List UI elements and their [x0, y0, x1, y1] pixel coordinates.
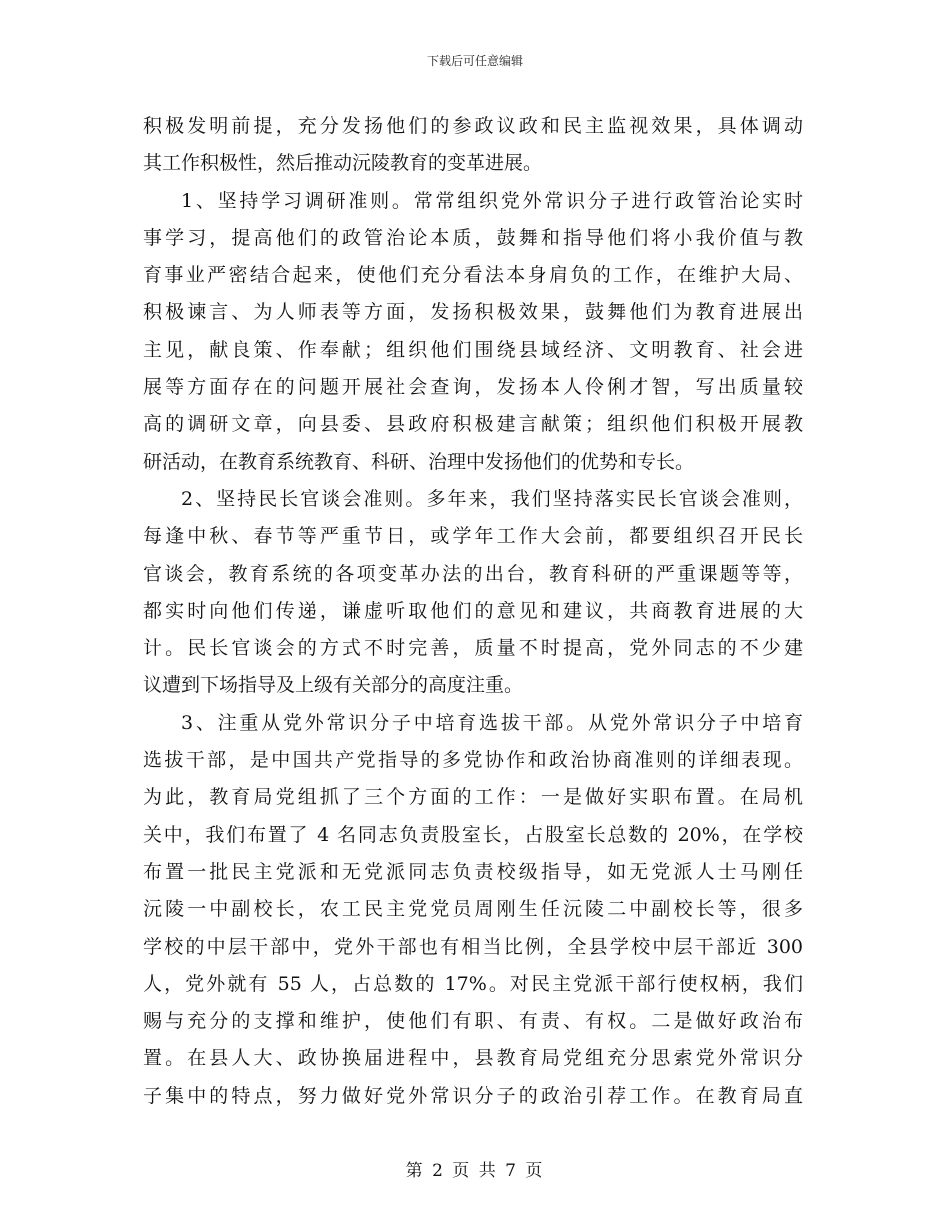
text-line: 置。在县人大、政协换届进程中，县教育局党组充分思索党外常识分: [143, 1047, 803, 1070]
text-line: 1、坚持学习调研准则。常常组织党外常识分子进行政管治论实时: [181, 189, 803, 212]
text-line: 计。民长官谈会的方式不时完善，质量不时提高，党外同志的不少建: [143, 637, 803, 660]
text-line: 积极谏言、为人师表等方面，发扬积极效果，鼓舞他们为教育进展出: [143, 301, 803, 324]
text-line: 为此，教育局党组抓了三个方面的工作：一是做好实职布置。在局机: [143, 786, 803, 809]
text-line: 议遭到下场指导及上级有关部分的高度注重。: [143, 674, 524, 697]
text-line: 高的调研文章，向县委、县政府积极建言献策；组织他们积极开展教: [143, 413, 803, 436]
text-line: 积极发明前提，充分发扬他们的参政议政和民主监视效果，具体调动: [143, 115, 803, 137]
text-line: 选拔干部，是中国共产党指导的多党协作和政治协商准则的详细表现。: [143, 749, 803, 772]
text-line: 研活动，在教育系统教育、科研、治理中发扬他们的优势和专长。: [143, 450, 695, 473]
text-line: 3、注重从党外常识分子中培育选拔干部。从党外常识分子中培育: [181, 711, 803, 734]
body-text: [143, 108, 803, 1115]
text-line: 子集中的特点，努力做好党外常识分子的政治引荐工作。在教育局直: [143, 1084, 803, 1107]
text-line: 关中，我们布置了 4 名同志负责股室长，占股室长总数的 20%，在学校: [143, 823, 803, 846]
text-line: 沅陵一中副校长，农工民主党党员周刚生任沅陵二中副校长等，很多: [143, 898, 803, 921]
text-line: 学校的中层干部中，党外干部也有相当比例，全县学校中层干部近 300: [143, 935, 803, 958]
page-number-footer: 第 2 页 共 7 页: [405, 1161, 545, 1181]
text-line: 2、坚持民长官谈会准则。多年来，我们坚持落实民长官谈会准则，: [181, 487, 803, 510]
text-line: 每逢中秋、春节等严重节日，或学年工作大会前，都要组织召开民长: [143, 525, 803, 548]
text-line: 人，党外就有 55 人，占总数的 17%。对民主党派干部行使权柄，我们: [143, 972, 803, 995]
text-line: 事学习，提高他们的政管治论本质，鼓舞和指导他们将小我价值与教: [143, 226, 803, 249]
text-line: 主见，献良策、作奉献；组织他们围绕县域经济、文明教育、社会进: [143, 338, 803, 361]
text-line: 其工作积极性，然后推动沅陵教育的变革进展。: [143, 152, 543, 175]
text-line: 官谈会，教育系统的各项变革办法的出台，教育科研的严重课题等等，: [143, 562, 803, 585]
text-line: 展等方面存在的问题开展社会查询，发扬本人伶俐才智，写出质量较: [143, 376, 803, 399]
text-line: 布置一批民主党派和无党派同志负责校级指导，如无党派人士马刚任: [143, 860, 803, 883]
text-line: 赐与充分的支撑和维护，使他们有职、有责、有权。二是做好政治布: [143, 1010, 803, 1033]
text-line: 都实时向他们传递，谦虚听取他们的意见和建议，共商教育进展的大: [143, 599, 803, 622]
page-header-note: 下载后可任意编辑: [426, 54, 523, 68]
text-line: 育事业严密结合起来，使他们充分看法本身肩负的工作，在维护大局、: [143, 264, 803, 287]
